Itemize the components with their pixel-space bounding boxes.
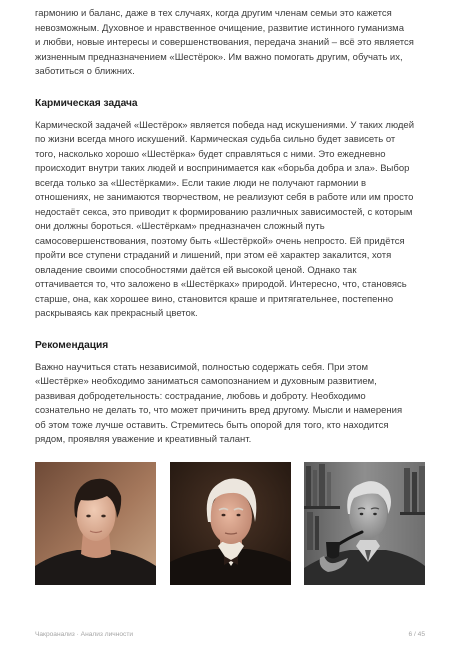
- text-line: раскрываясь как прекрасный цветок.: [35, 308, 198, 319]
- text-line: Важно научиться стать независимой, полностью содержать себя. При этом: [35, 361, 369, 373]
- intro-paragraph: [35, 7, 427, 80]
- text-line: самосовершенствования, поэтому быть «Шестёркой» очень непросто. Ей придётся: [35, 235, 405, 247]
- book-spine: [306, 466, 311, 506]
- book-spine: [412, 472, 417, 512]
- portrait-image: [35, 462, 156, 585]
- section-heading: Рекомендация: [35, 339, 109, 351]
- text-line: они должны бороться. «Шестёркам» предназначен сложный путь: [35, 221, 325, 232]
- book-spine: [315, 516, 319, 550]
- paragraph: [35, 361, 427, 448]
- eye: [373, 513, 377, 515]
- section-heading: Кармическая задача: [35, 97, 138, 109]
- eye: [86, 515, 90, 518]
- book-spine: [313, 470, 317, 506]
- eye: [221, 514, 225, 517]
- portrait-image: [170, 462, 291, 585]
- portrait-photo: [35, 462, 156, 585]
- paragraph: [35, 119, 427, 322]
- text-line: всегда только за «Шестёрками». Если такие люди не получают гармонии в: [35, 177, 367, 189]
- face: [210, 490, 252, 544]
- text-line: по жизни всегда много искушений. Кармическая судьба сильно будет зависеть от: [35, 134, 396, 145]
- text-line: развивая добродетельность: сострадание, любовь и доброту. Необходимо: [35, 390, 366, 402]
- shelf: [400, 512, 425, 515]
- text-line: рядом, проявляя уважение и креативный талант.: [35, 434, 252, 445]
- portrait-photo: [304, 462, 425, 585]
- text-line: пройти все ступени страданий и лишений, при этом её характер закалится, хотя: [35, 250, 392, 261]
- text-line: жизненным предназначением «Шестёрок». Им важно помогать другим, обучать их,: [35, 51, 403, 63]
- text-line: недостаёт секса, это приводит к формированию различных зависимостей, с которым: [35, 206, 413, 218]
- text-line: сознательно не делать то, что может причинить вред другому. Мысли и намерения: [35, 405, 403, 416]
- page-number: 6 / 45: [408, 631, 425, 638]
- text-line: старше, она, как хорошее вино, становится краше и притягательнее, постепенно: [35, 293, 394, 305]
- text-line: происходит внутри таких людей и воспринимается как «борьба добра и зла». Выбор: [35, 163, 410, 174]
- book-spine: [419, 466, 425, 512]
- text-line: того, насколько хорошо «Шестёрка» будет справляться с ними. Это ежедневно: [35, 148, 386, 160]
- text-line: овладение своими способностями даётся ей высокой ценой. Однако так: [35, 264, 357, 276]
- book-spine: [327, 472, 331, 506]
- section-karmic-task: [35, 97, 427, 322]
- text-line: Кармической задачей «Шестёрок» является победа над искушениями. У таких людей: [35, 119, 415, 131]
- pipe-bowl: [326, 542, 340, 559]
- text-line: заботиться о ближних.: [35, 66, 135, 77]
- text-line: оттачивается то, что заложено в «Шестёрках» природой. Интересно, что, становясь: [35, 279, 407, 290]
- footer-title: Чакроанализ · Анализ личности: [35, 631, 134, 638]
- shelf: [304, 506, 340, 509]
- text-line: «Шестёрке» необходимо заниматься самопознанием и духовным развитием,: [35, 376, 377, 387]
- page-footer: [35, 630, 425, 640]
- text-line: и любви, новые интересы и совершенствования, передача знаний – всё это является: [35, 37, 414, 48]
- book-spine: [404, 468, 410, 512]
- text-line: об этом тоже лучше оставить. Стремитесь быть опорой для того, кто находится: [35, 419, 389, 431]
- photo-row: [35, 462, 425, 585]
- eye: [101, 515, 105, 518]
- text-column: [35, 7, 427, 448]
- portrait-photo: [170, 462, 291, 585]
- portrait-image: [304, 462, 425, 585]
- text-line: невозможным. Духовное и нравственное очищение, развитие истинного гуманизма: [35, 22, 404, 34]
- text-line: гармонию и баланс, даже в тех случаях, когда другим членам семьи это кажется: [35, 8, 392, 19]
- eye: [360, 513, 364, 515]
- section-recommendation: [35, 339, 427, 448]
- text-line: отношениях, не занимаются творчеством, не реализуют себя в работе или им просто: [35, 192, 414, 203]
- eye: [236, 514, 240, 517]
- book-spine: [319, 464, 325, 506]
- book-spine: [307, 512, 313, 550]
